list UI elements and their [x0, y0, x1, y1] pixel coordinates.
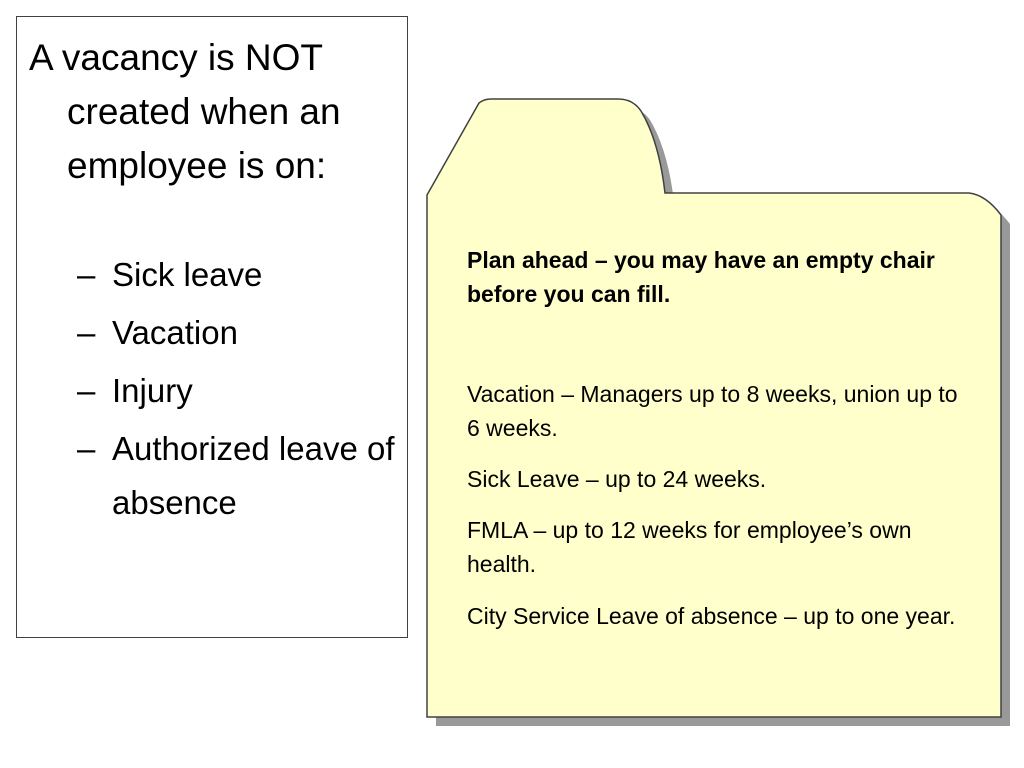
list-item-label: Authorized leave of absence	[112, 430, 395, 521]
main-point-text: A vacancy is NOT created when an employee is on:	[29, 37, 341, 186]
dash-bullet: –	[77, 314, 96, 351]
fmla-note: FMLA – up to 12 weeks for employee’s own health.	[467, 517, 912, 577]
list-item-label: Sick leave	[112, 256, 263, 293]
list-item-label: Injury	[112, 372, 193, 409]
dash-bullet: –	[77, 256, 96, 293]
list-item-label: Vacation	[112, 314, 238, 351]
city-service-leave-note: City Service Leave of absence – up to one year.	[467, 603, 956, 629]
plan-ahead-heading: Plan ahead – you may have an empty chair before you can fill.	[467, 247, 935, 307]
sick-leave-note: Sick Leave – up to 24 weeks.	[467, 466, 767, 492]
dash-bullet: –	[77, 430, 96, 467]
dash-bullet: –	[77, 372, 96, 409]
vacation-note: Vacation – Managers up to 8 weeks, union up to 6 weeks.	[467, 381, 958, 441]
